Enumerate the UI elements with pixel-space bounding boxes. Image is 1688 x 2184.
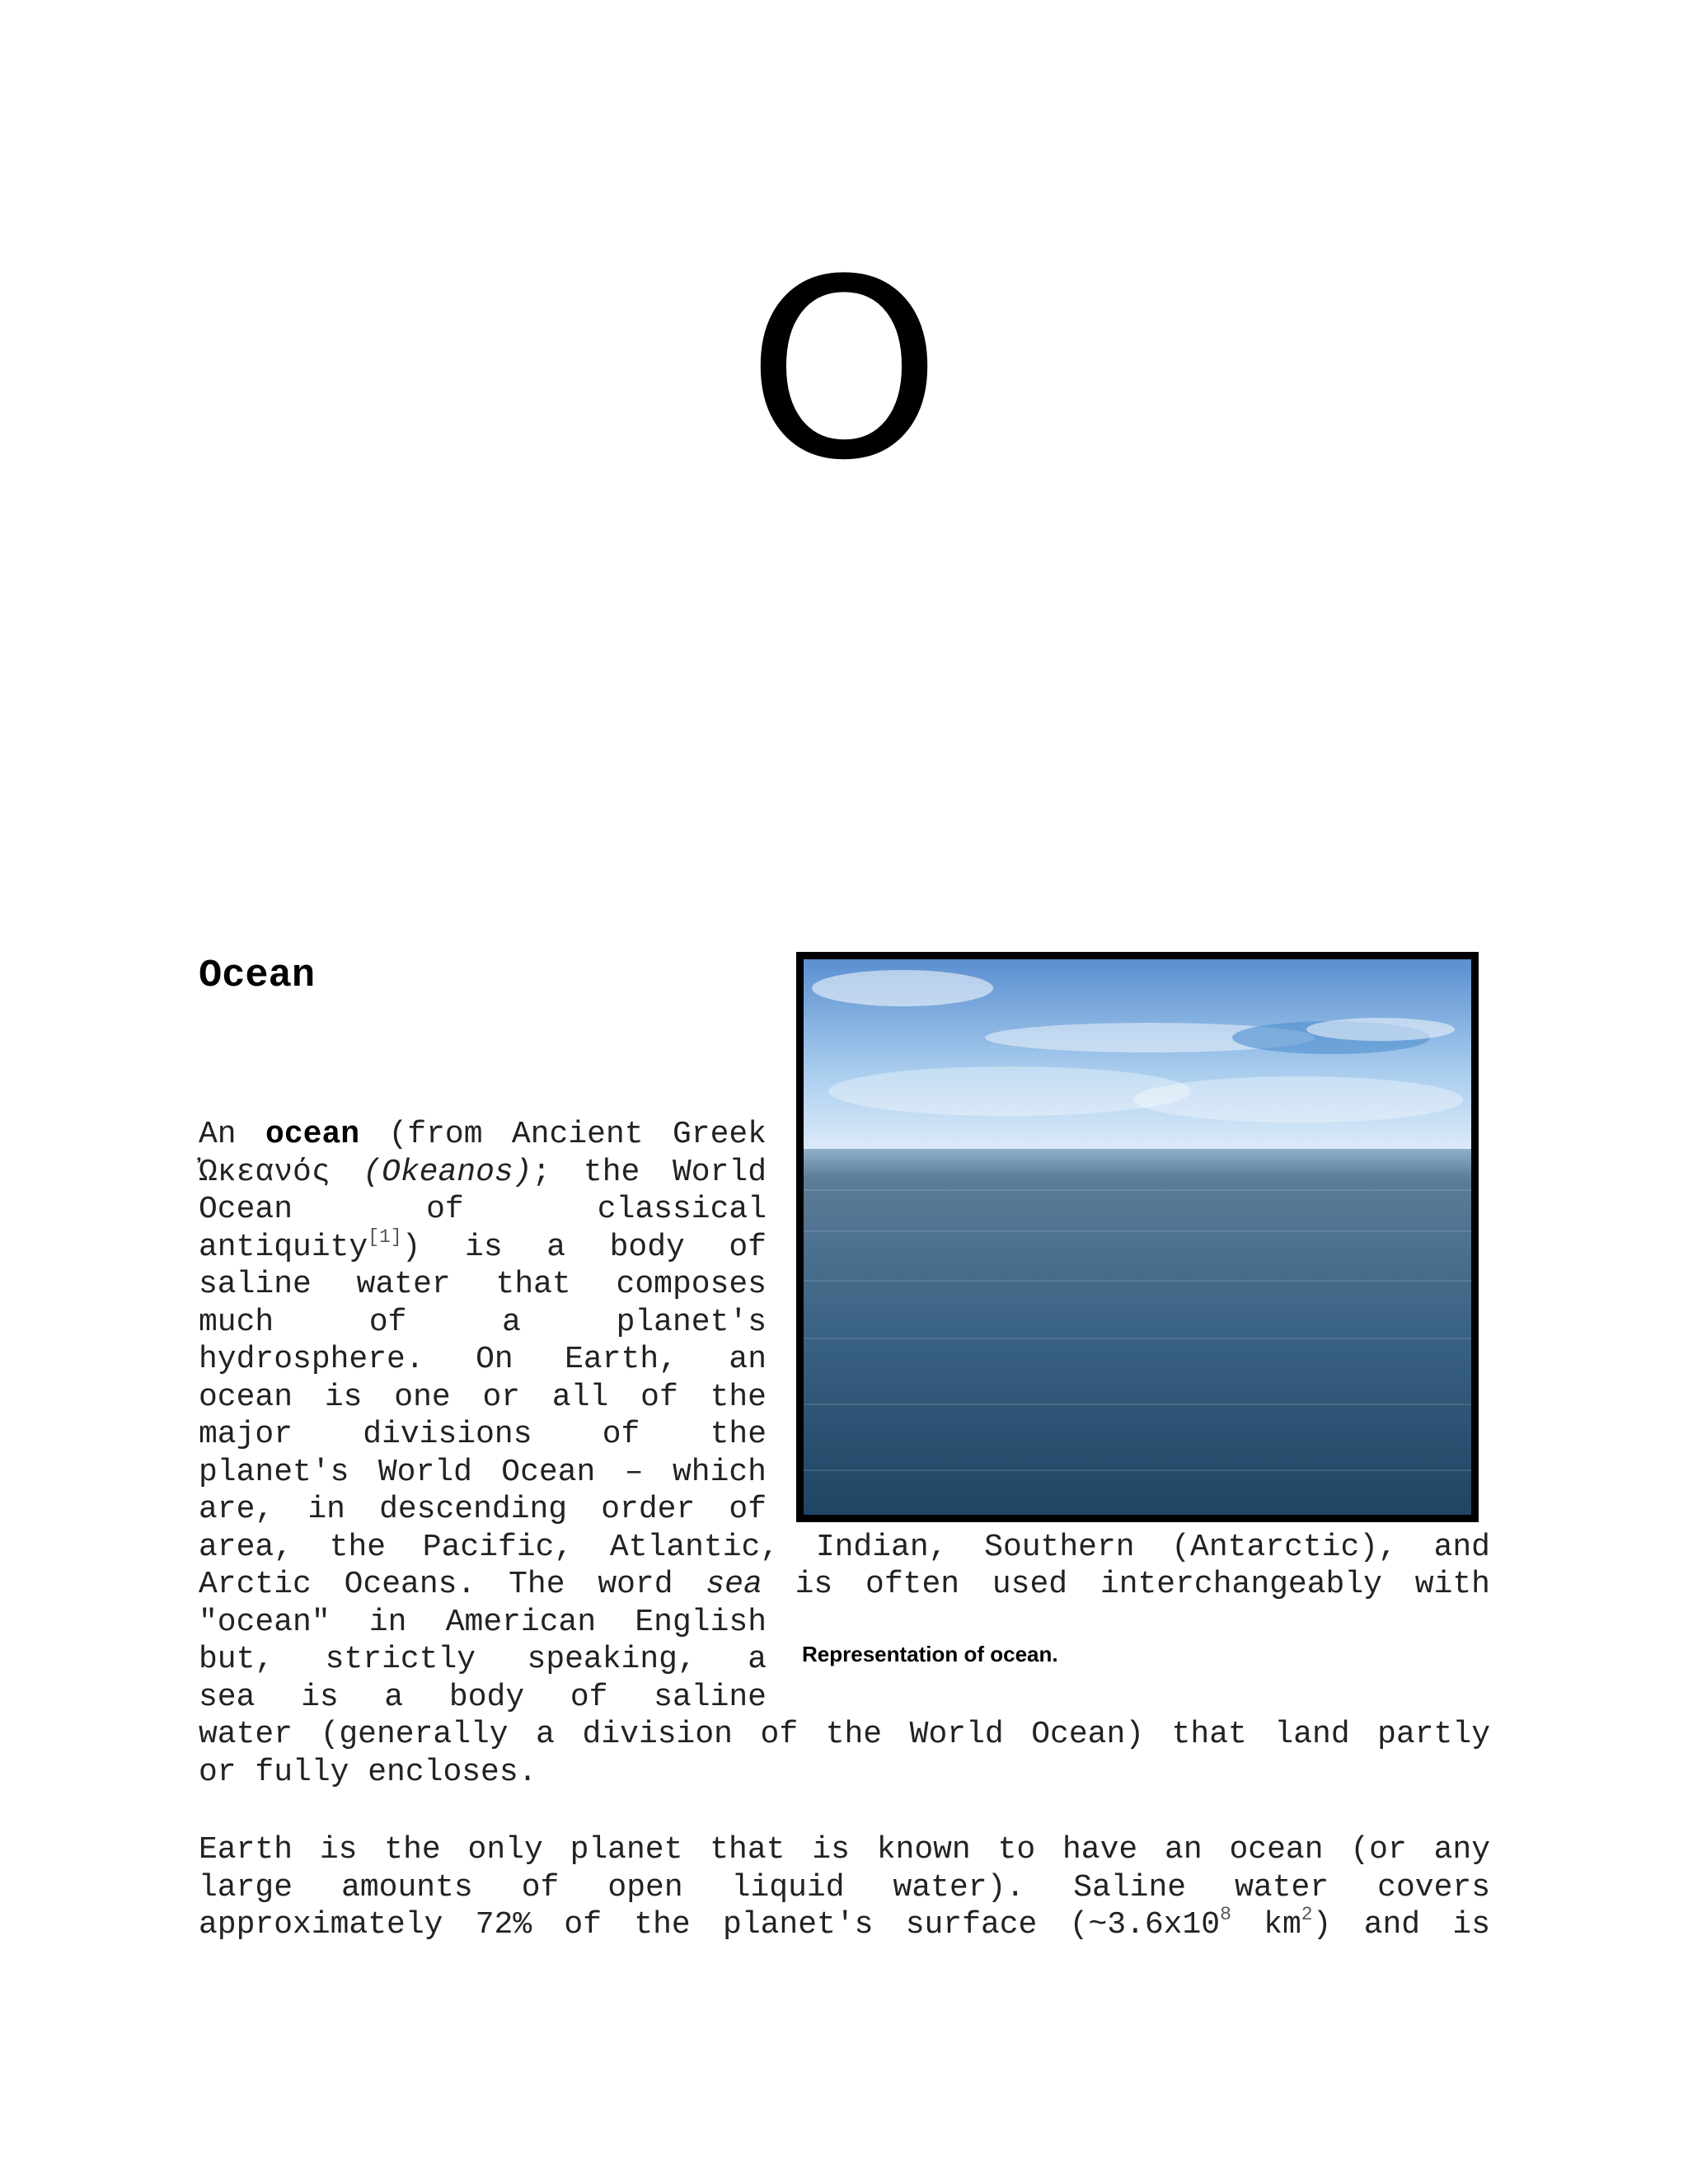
- text-line: ocean is one or all of the: [199, 1379, 767, 1415]
- paragraph-2: [199, 1831, 1490, 1944]
- text-line: are, in descending order of: [199, 1492, 767, 1527]
- text-line: major divisions of the: [199, 1417, 767, 1452]
- text-line: saline water that composes: [199, 1267, 767, 1302]
- ocean-horizon-image: [804, 959, 1471, 1515]
- bold-term-ocean: ocean: [265, 1117, 360, 1152]
- text-line: water (generally a division of the World Ocean) that land partly: [199, 1717, 1490, 1752]
- text-line: hydrosphere. On Earth, an: [199, 1342, 767, 1377]
- text-line: antiquity[1]) is a body of: [199, 1226, 767, 1265]
- text-line: An ocean (from Ancient Greek: [199, 1117, 767, 1152]
- text-line: approximately 72% of the planet's surface ($\sim 3.6x10^8$ $km^2$) and is: [199, 1904, 1491, 1943]
- text-line: Ὠκεανός (Okeanos); the World: [199, 1154, 767, 1190]
- text-line: much of a planet's: [199, 1304, 767, 1340]
- italic-term-sea: sea: [706, 1567, 762, 1602]
- exponent: 8: [1220, 1904, 1231, 1926]
- chapter-letter: O: [746, 227, 942, 514]
- text-line: Ocean of classical: [199, 1192, 767, 1227]
- greek-word: Ὠκεανός: [199, 1154, 363, 1190]
- paragraph-1-wide-middle: [199, 1529, 1490, 1604]
- paragraph-1-narrow-bottom: [199, 1604, 767, 1717]
- figure-caption: Representation of ocean.: [802, 1642, 1058, 1666]
- text-line: area, the Pacific, Atlantic, Indian, Southern (Antarctic), and: [199, 1529, 1490, 1565]
- text-line: or fully encloses.: [199, 1754, 537, 1790]
- citation-link[interactable]: [1]: [368, 1226, 402, 1248]
- text-line: sea is a body of saline: [199, 1679, 767, 1715]
- text-line: "ocean" in American English: [199, 1604, 767, 1640]
- ocean-photo: [796, 952, 1479, 1522]
- text-line: large amounts of open liquid water). Saline water covers: [199, 1869, 1490, 1905]
- text-line: planet's World Ocean – which: [199, 1454, 767, 1490]
- transliteration: (Okeanos): [363, 1154, 532, 1190]
- exponent: 2: [1301, 1904, 1313, 1926]
- paragraph-1-wide-end: [199, 1716, 1490, 1791]
- text-line: but, strictly speaking, a: [199, 1642, 767, 1677]
- text-line: Arctic Oceans. The word sea is often used interchangeably with: [199, 1567, 1490, 1602]
- text-line: Earth is the only planet that is known to have an ocean (or any: [199, 1832, 1490, 1868]
- paragraph-1-narrow-top: [199, 1116, 767, 1529]
- article-title: Ocean: [199, 954, 316, 998]
